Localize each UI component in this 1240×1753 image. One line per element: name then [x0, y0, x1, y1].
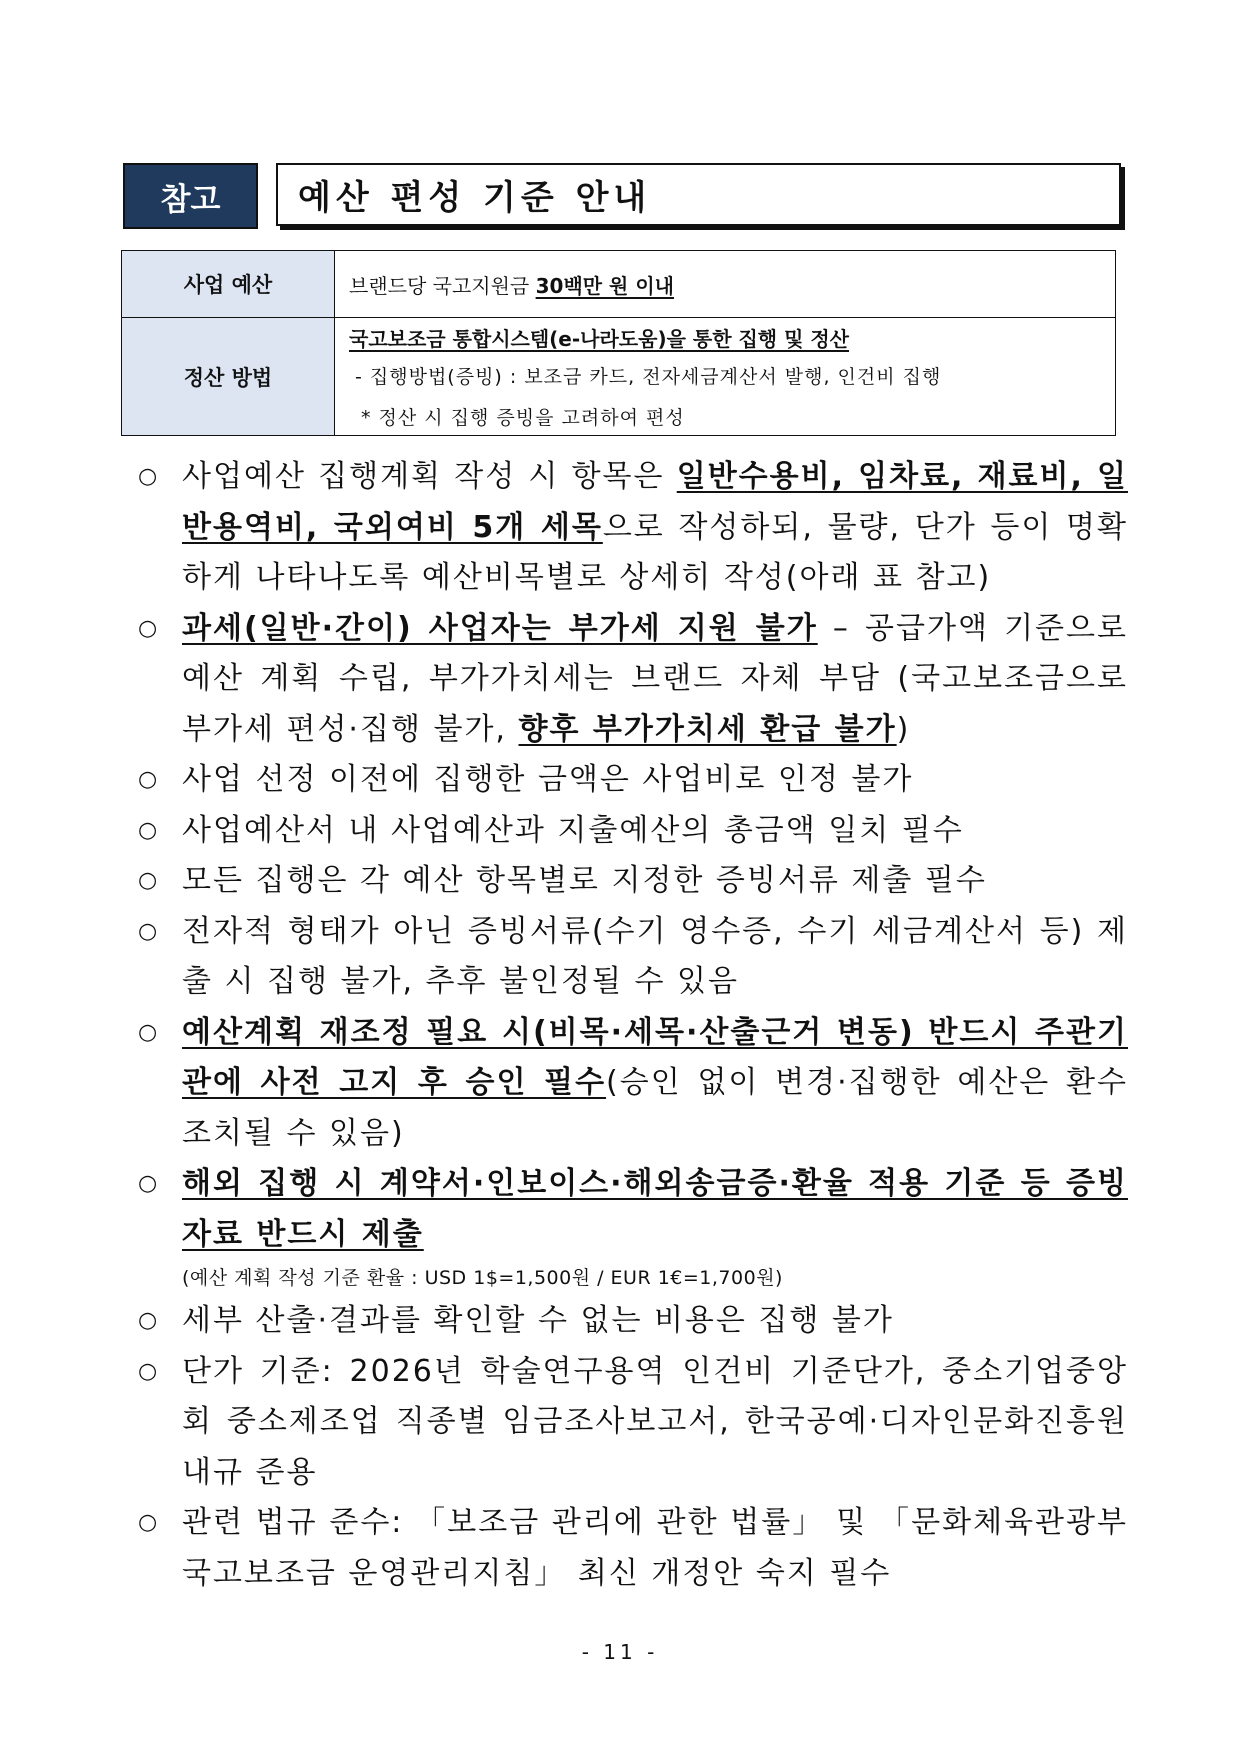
list-item [138, 806, 1128, 857]
list-item [138, 452, 1128, 604]
settlement-method: - 집행방법(증빙) : 보조금 카드, 전자세금계산서 발행, 인건비 집행 [355, 366, 942, 388]
bullet-mark: ○ [138, 918, 160, 944]
budget-value-cell [335, 251, 1116, 318]
page-title [276, 163, 1121, 226]
settlement-note: * 정산 시 집행 증빙을 고려하여 편성 [361, 407, 685, 429]
item-emphasis: 해외 집행 시 계약서·인보이스·해외송금증·환율 적용 기준 등 증빙자료 반드시 제출 [182, 1166, 1128, 1252]
list-item [138, 856, 1128, 907]
item-text: 사업예산 집행계획 작성 시 항목은 [182, 459, 677, 494]
list-item [138, 1159, 1128, 1260]
guideline-list [138, 452, 1128, 1599]
bullet-mark: ○ [138, 817, 160, 843]
budget-amount: 30백만 원 이내 [535, 273, 674, 298]
bullet-mark: ○ [138, 1510, 160, 1535]
table-row-settlement [122, 318, 1116, 436]
item-emphasis: 일반수용비, 임차료, 재료비, 일반용역비, 국외여비 5개 세목 [182, 459, 1128, 545]
budget-info-table [121, 250, 1116, 436]
bullet-mark: ○ [138, 615, 160, 641]
item-emphasis: 예산계획 재조정 필요 시(비목·세목·산출근거 변동) 반드시 주관기관에 사전 고지 후 승인 필수 [182, 1014, 1128, 1100]
bullet-mark: ○ [138, 767, 160, 792]
item-text: 사업 선정 이전에 집행한 금액은 사업비로 인정 불가 [182, 762, 914, 797]
bullet-mark: ○ [138, 1171, 160, 1196]
item-text: 사업예산서 내 사업예산과 지출예산의 총금액 일치 필수 [182, 812, 964, 848]
exchange-rate-note: (예산 계획 작성 기준 환율 : USD 1$=1,500원 / EUR 1€=1,700원) [182, 1267, 783, 1289]
item-text: 세부 산출·결과를 확인할 수 없는 비용은 집행 불가 [182, 1303, 894, 1338]
table-row-budget [122, 251, 1116, 318]
budget-prefix: 브랜드당 국고지원금 [349, 273, 536, 298]
item-text: 모든 집행은 각 예산 항목별로 지정한 증빙서류 제출 필수 [182, 863, 987, 898]
item-text: 으로 작성하되, 물량, 단가 등이 명확하게 나타나도록 예산비목별로 상세히 작성(아래 표 참고) [182, 509, 1128, 595]
bullet-mark: ○ [138, 1019, 160, 1045]
settlement-value-cell [335, 318, 1116, 436]
list-item [138, 1498, 1128, 1599]
list-item [138, 907, 1128, 1008]
item-text: 전자적 형태가 아닌 증빙서류(수기 영수증, 수기 세금계산서 등) 제출 시 집행 불가, 추후 불인정될 수 있음 [182, 913, 1128, 999]
item-text: 단가 기준: 2026년 학술연구용역 인건비 기준단가, 중소기업중앙회 중소제조업 직종별 임금조사보고서, 한국공예·디자인문화진흥원 내규 준용 [182, 1353, 1128, 1490]
item-text: ) [896, 711, 911, 747]
list-item [138, 604, 1128, 756]
item-emphasis: 과세(일반·간이) 사업자는 부가세 지원 불가 [182, 610, 818, 646]
item-text: – 공급가액 기준으로 예산 계획 수립, 부가가치세는 브랜드 자체 부담 (국고보조금으로 부가세 편성·집행 불가, [182, 610, 1128, 747]
budget-label: 사업 예산 [122, 251, 335, 318]
bullet-mark: ○ [138, 868, 160, 893]
item-emphasis: 향후 부가가치세 환급 불가 [518, 711, 897, 747]
reference-tag: 참고 [123, 163, 258, 229]
list-item [138, 1008, 1128, 1160]
item-text: 관련 법규 준수: 「보조금 관리에 관한 법률」 및 「문화체육관광부 국고보조금 운영관리지침」 최신 개정안 숙지 필수 [182, 1505, 1128, 1591]
list-item [138, 1347, 1128, 1499]
page-number: - 11 - [581, 1640, 659, 1664]
bullet-mark: ○ [138, 1308, 160, 1333]
page-title-text: 예산 편성 기준 안내 [298, 178, 652, 218]
bullet-mark: ○ [138, 1358, 160, 1384]
settlement-main: 국고보조금 통합시스템(e-나라도움)을 통한 집행 및 정산 [349, 327, 850, 351]
list-item [138, 755, 1128, 806]
bullet-mark: ○ [138, 464, 160, 489]
item-text: (승인 없이 변경·집행한 예산은 환수 조치될 수 있음) [182, 1065, 1128, 1151]
list-item [138, 1296, 1128, 1347]
settlement-label: 정산 방법 [122, 318, 335, 436]
